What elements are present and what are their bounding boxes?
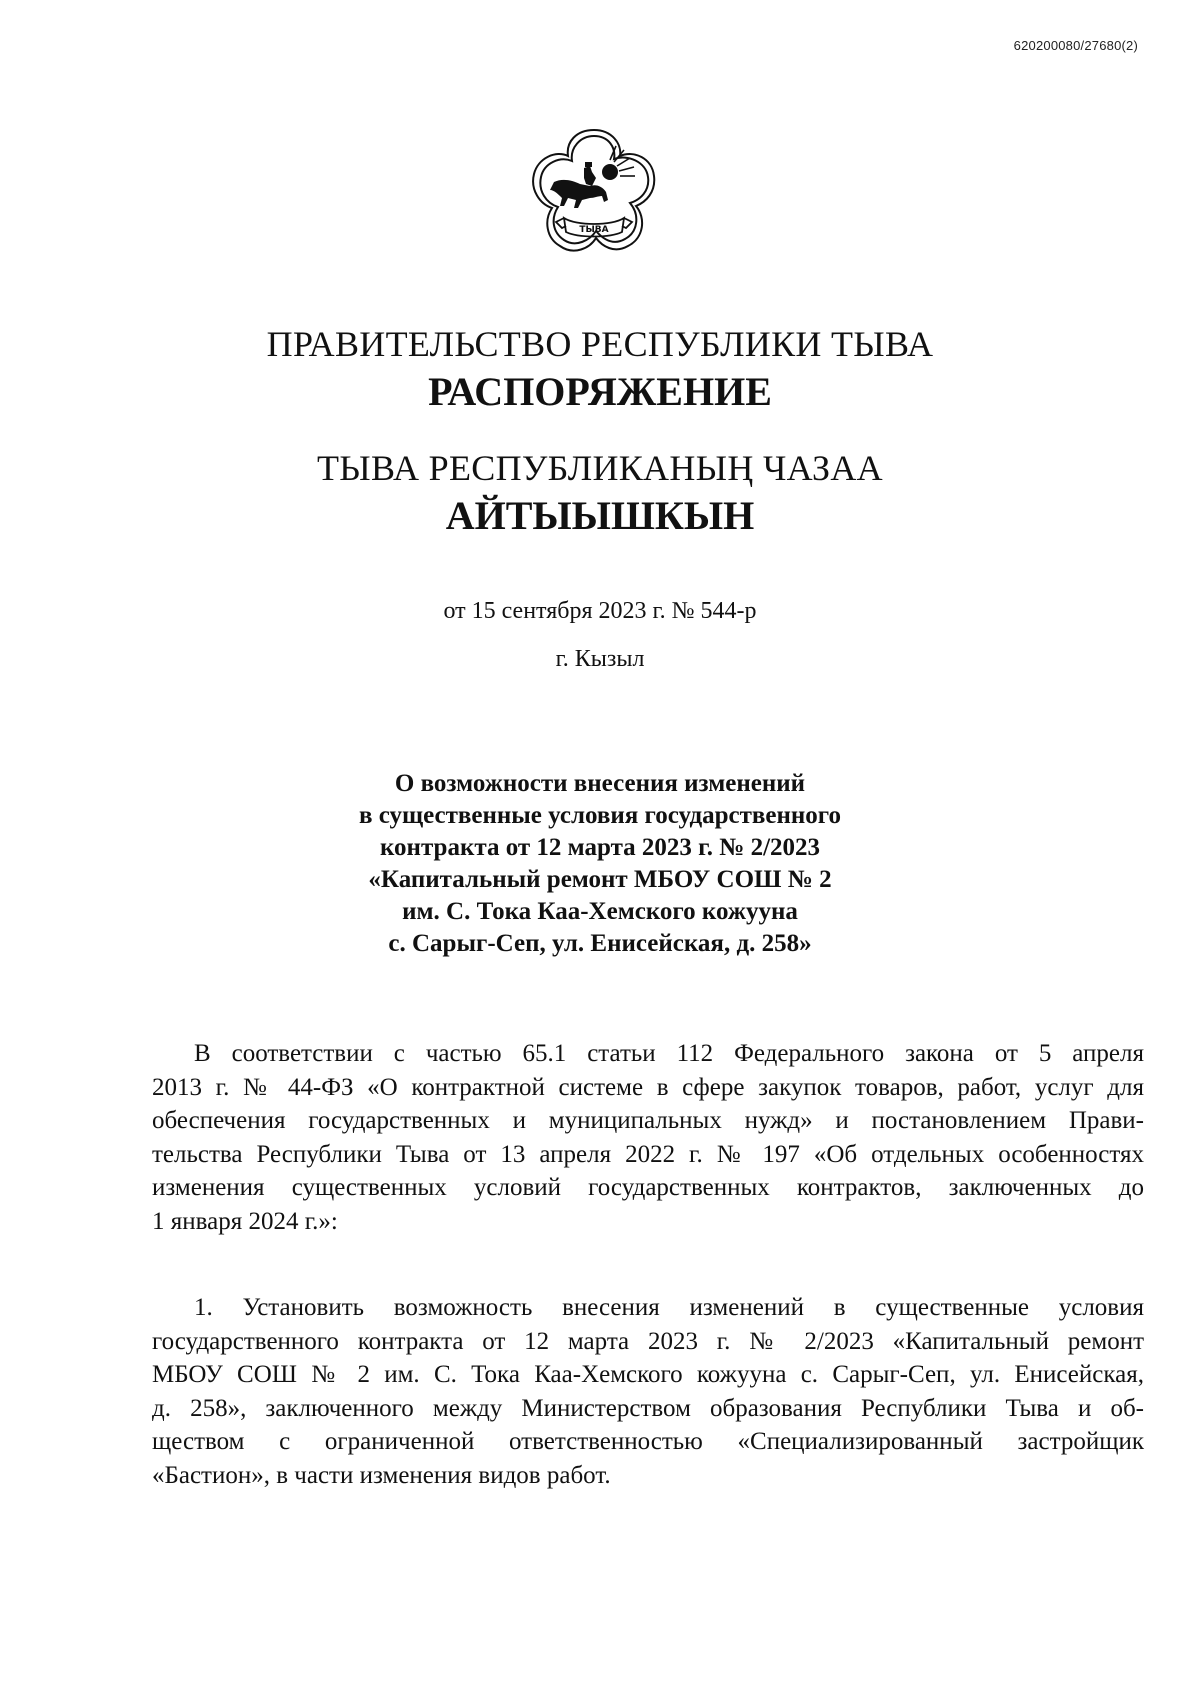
subject-line: в существенные условия государственного (358, 802, 842, 829)
subject-line: с. Сарыг-Сеп, ул. Енисейская, д. 258» (388, 930, 812, 957)
text-line: ществом с ограниченной ответственностью «Специализированный застройщик (152, 1428, 1144, 1455)
document-date-number: от 15 сентября 2023 г. № 544-р (443, 598, 757, 624)
text-line: 1. Установить возможность внесения изменений в существенные условия (194, 1294, 1144, 1321)
text-line: д. 258», заключенного между Министерством образования Республики Тыва и об- (152, 1394, 1144, 1422)
order-title-tyva: АЙТЫЫШКЫН (445, 493, 755, 538)
text-line: государственного контракта от 12 марта 2023 г. № 2/2023 «Капитальный ремонт (152, 1327, 1144, 1355)
order-title: РАСПОРЯЖЕНИЕ (428, 369, 772, 414)
emblem-graphic (524, 122, 664, 262)
subject-line: О возможности внесения изменений (394, 770, 806, 797)
document-city: г. Кызыл (555, 646, 645, 672)
text-line: В соответствии с частью 65.1 статьи 112 Федерального закона от 5 апреля (194, 1040, 1144, 1067)
text-line: «Бастион», в части изменения видов работ. (152, 1461, 611, 1489)
subject-line: им. С. Тока Каа-Хемского кожууна (402, 898, 798, 925)
document-registration-number: 620200080/27680(2) (1013, 38, 1138, 53)
text-line: обеспечения государственных и муниципальных нужд» и постановлением Прави- (152, 1107, 1144, 1134)
subject-line: «Капитальный ремонт МБОУ СОШ № 2 (368, 866, 832, 893)
text-line: 1 января 2024 г.»: (152, 1207, 338, 1235)
tuva-coat-of-arms-icon (524, 122, 664, 262)
emblem-ribbon-text: ТЫВА (579, 225, 609, 235)
text-line: 2013 г. № 44-ФЗ «О контрактной системе в сфере закупок товаров, работ, услуг для (152, 1073, 1144, 1101)
preamble-paragraph (152, 1037, 1144, 1238)
text-line: изменения существенных условий государственных контрактов, заключенных до (152, 1174, 1144, 1201)
paragraph-1 (152, 1291, 1144, 1492)
government-title-tyva: ТЫВА РЕСПУБЛИКАНЫҢ ЧАЗАА (317, 448, 883, 488)
text-line: тельства Республики Тыва от 13 апреля 2022 г. № 197 «Об отдельных особенностях (152, 1140, 1144, 1168)
subject-line: контракта от 12 марта 2023 г. № 2/2023 (379, 834, 821, 861)
document-subject (0, 768, 1200, 960)
text-line: МБОУ СОШ № 2 им. С. Тока Каа-Хемского кожууна с. Сарыг-Сеп, ул. Енисейская, (152, 1361, 1144, 1388)
government-title: ПРАВИТЕЛЬСТВО РЕСПУБЛИКИ ТЫВА (266, 324, 934, 364)
